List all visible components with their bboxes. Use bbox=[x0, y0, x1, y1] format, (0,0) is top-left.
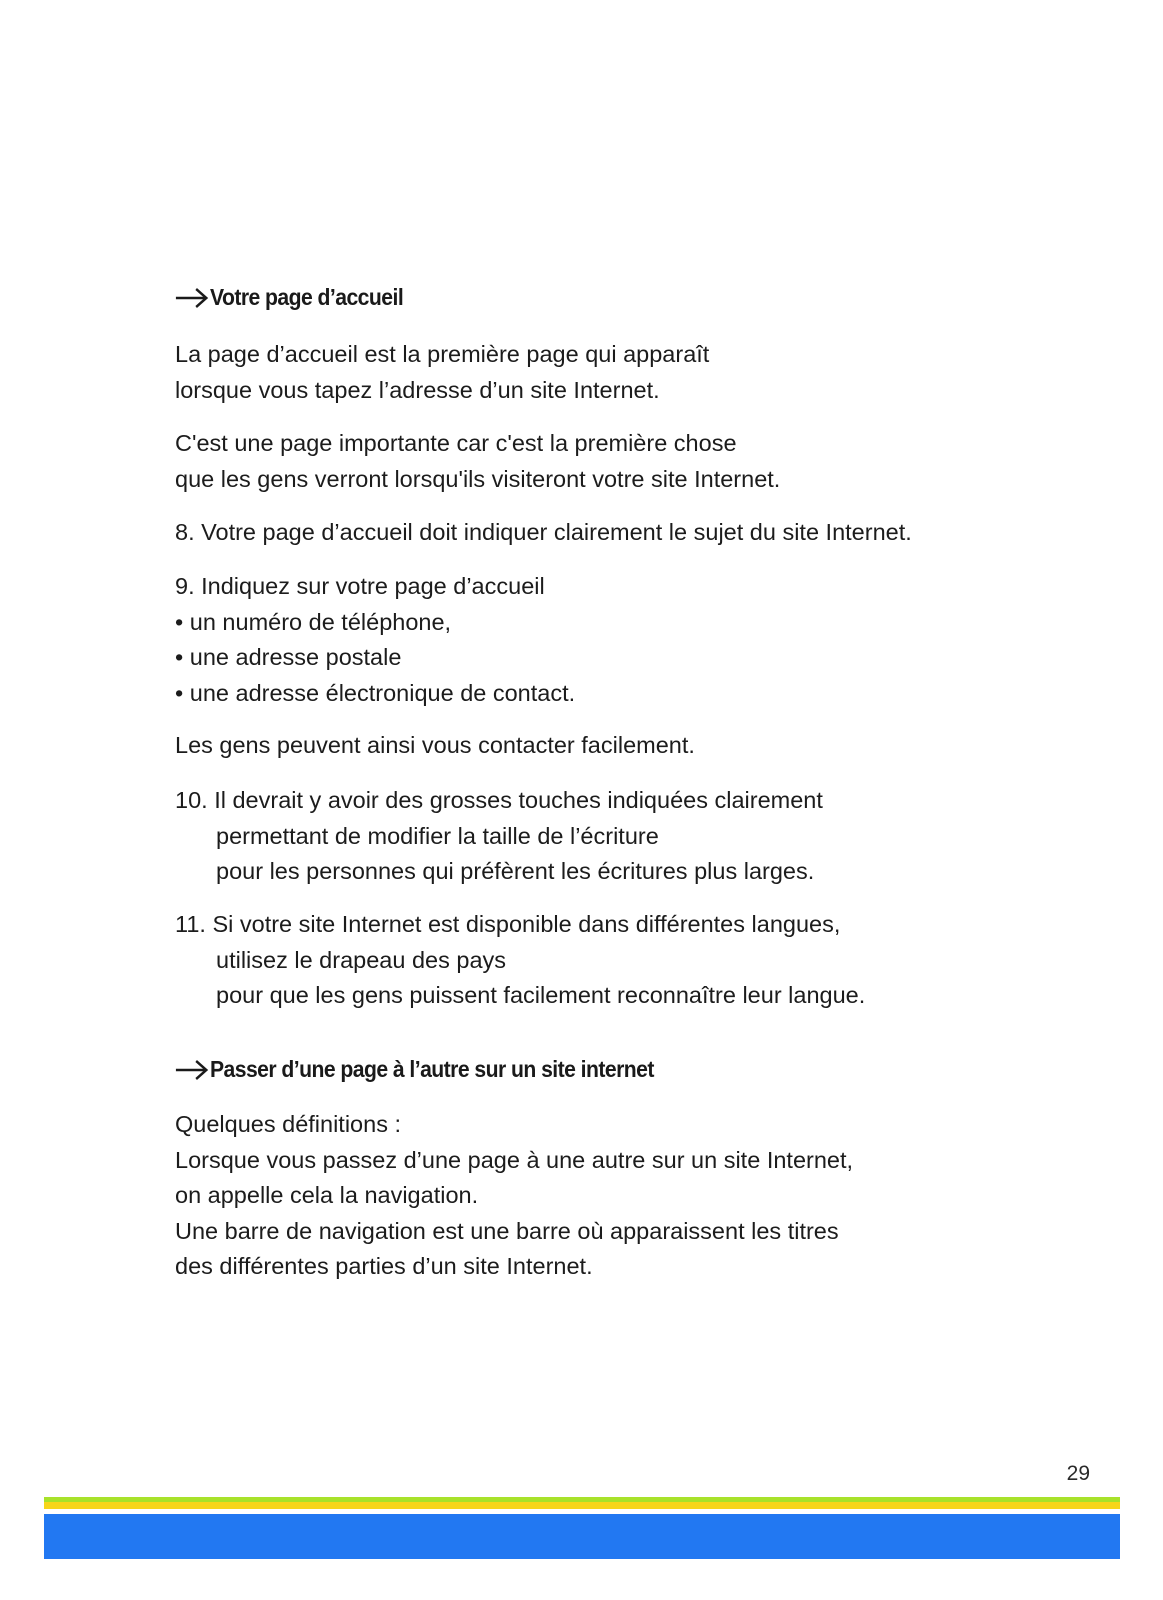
page-number: 29 bbox=[1066, 1462, 1090, 1485]
text-line: pour que les gens puissent facilement reconnaître leur langue. bbox=[216, 982, 866, 1008]
text-line: C'est une page importante car c'est la première chose bbox=[175, 430, 737, 456]
footer-band-blue bbox=[44, 1514, 1120, 1559]
section-heading-text: Passer d’une page à l’autre sur un site internet bbox=[209, 1056, 654, 1082]
intro-paragraph bbox=[175, 337, 709, 408]
text-line: lorsque vous tapez l’adresse d’un site Internet. bbox=[175, 376, 660, 403]
text-line: Quelques définitions : bbox=[175, 1111, 402, 1137]
text-line: 9. Indiquez sur votre page d’accueil bbox=[175, 573, 545, 599]
footer-stripe-yellow bbox=[44, 1502, 1120, 1509]
bullet-item: • une adresse postale bbox=[175, 644, 402, 670]
arrow-right-icon bbox=[175, 287, 210, 309]
item-8 bbox=[175, 515, 912, 551]
text-line: utilisez le drapeau des pays bbox=[216, 946, 507, 973]
text-line: 11. Si votre site Internet est disponible dans différentes langues, bbox=[175, 911, 841, 937]
section-heading-homepage bbox=[175, 284, 403, 311]
text-line: que les gens verront lorsqu'ils visiteront votre site Internet. bbox=[175, 465, 781, 492]
text-line: Une barre de navigation est une barre où apparaissent les titres bbox=[175, 1217, 839, 1244]
definitions-paragraph bbox=[175, 1107, 853, 1285]
text-line: 10. Il devrait y avoir des grosses touches indiquées clairement bbox=[175, 787, 823, 813]
item-9 bbox=[175, 569, 575, 711]
arrow-right-icon bbox=[175, 1059, 210, 1081]
text-line: Les gens peuvent ainsi vous contacter facilement. bbox=[175, 732, 695, 758]
text-line: pour les personnes qui préfèrent les écritures plus larges. bbox=[216, 858, 815, 884]
bullet-item: • un numéro de téléphone, bbox=[175, 608, 452, 635]
text-line: 8. Votre page d’accueil doit indiquer clairement le sujet du site Internet. bbox=[175, 519, 912, 545]
item-11 bbox=[175, 907, 865, 1014]
section-heading-navigation bbox=[175, 1056, 654, 1083]
text-line: des différentes parties d’un site Internet. bbox=[175, 1253, 593, 1279]
section-heading-text: Votre page d’accueil bbox=[209, 284, 404, 310]
item-10 bbox=[175, 783, 823, 890]
importance-paragraph bbox=[175, 426, 780, 497]
text-line: La page d’accueil est la première page qui apparaît bbox=[175, 341, 710, 367]
bullet-item: • une adresse électronique de contact. bbox=[175, 679, 576, 706]
text-line: permettant de modifier la taille de l’écriture bbox=[216, 822, 659, 849]
contact-note bbox=[175, 728, 695, 764]
text-line: Lorsque vous passez d’une page à une autre sur un site Internet, bbox=[175, 1146, 854, 1173]
text-line: on appelle cela la navigation. bbox=[175, 1182, 479, 1208]
